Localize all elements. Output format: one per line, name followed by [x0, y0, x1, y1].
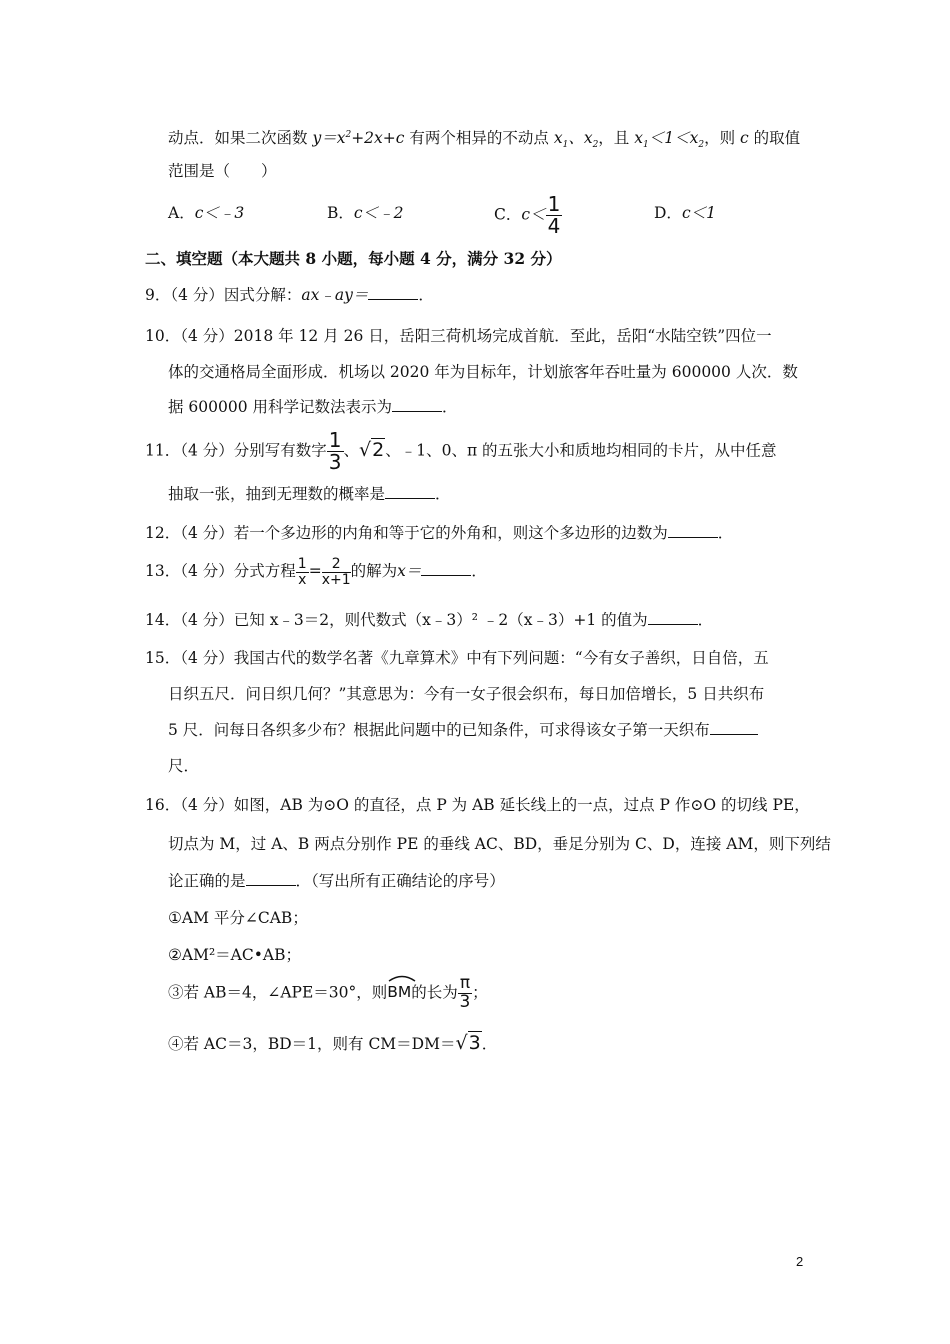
question-9: 9．（4 分）因式分解：ax﹣ay＝ ．	[145, 286, 434, 304]
fraction: $\frac{1}{4}$	[547, 192, 561, 238]
q8-option-a: A．c＜﹣3	[168, 204, 245, 222]
question-10-line1: 10．（4 分）2018 年 12 月 26 日，岳阳三荷机场完成首航．至此，岳阳“水陆空铁”四位一	[145, 327, 772, 345]
q8-line1: 动点．如果二次函数 $y=x^2+2x+c$ 有两个相异的不动点 $x_1$、$x_2$，且 $x_1<1<x_2$，则 c 的取值	[168, 129, 801, 151]
answer-blank	[648, 610, 698, 625]
q8-option-c: C．c＜ $\frac{1}{4}$	[494, 192, 561, 238]
question-10-line3: 据 600000 用科学记数法表示为 ．	[168, 398, 458, 416]
fraction: $\frac{1}{3}$	[328, 428, 342, 474]
square-root: √2	[359, 438, 385, 461]
question-16-line1: 16．（4 分）如图，AB 为⊙O 的直径，点 P 为 AB 延长线上的一点，过点 P 作⊙O 的切线 PE，	[145, 796, 810, 814]
arc-notation: BM	[387, 977, 411, 1003]
answer-blank	[710, 720, 758, 735]
answer-blank	[668, 523, 718, 538]
question-16-item2: ②AM²＝AC•AB；	[168, 946, 301, 964]
question-16-line2: 切点为 M，过 A、B 两点分别作 PE 的垂线 AC、BD，垂足分别为 C、D，连接 AM，则下列结	[168, 835, 831, 853]
section-heading: 二、填空题（本大题共 8 小题，每小题 4 分，满分 32 分）	[145, 249, 562, 268]
q8-option-b: B．c＜﹣2	[327, 204, 404, 222]
question-16-item3: ③若 AB＝4，∠APE＝30°，则 BM的长为 $\frac{\pi}{3}$ ；	[168, 973, 488, 1012]
page-number: 2	[796, 1254, 804, 1269]
q8-line2: 范围是（ ）	[168, 162, 277, 180]
question-12: 12．（4 分）若一个多边形的内角和等于它的外角和，则这个多边形的边数为 ．	[145, 524, 734, 542]
answer-blank	[392, 397, 442, 412]
question-16-item1: ①AM 平分∠CAB；	[168, 909, 308, 927]
question-10-line2: 体的交通格局全面形成．机场以 2020 年为目标年，计划旅客年吞吐量为 600000 人次．数	[168, 363, 798, 381]
question-15-line1: 15．（4 分）我国古代的数学名著《九章算术》中有下列问题：“今有女子善织，日自倍，五	[145, 649, 769, 667]
q8-option-d: D．c＜1	[654, 204, 716, 222]
answer-blank	[368, 285, 418, 300]
question-16-line3: 论正确的是 ．（写出所有正确结论的序号）	[168, 872, 505, 890]
question-15-line2: 日织五尺．问日织几何？”其意思为：今有一女子很会织布，每日加倍增长，5 日共织布	[168, 685, 765, 703]
question-11-line2: 抽取一张，抽到无理数的概率是 ．	[168, 485, 451, 503]
question-16-item4: ④若 AC＝3，BD＝1，则有 CM＝DM＝√3．	[168, 1032, 498, 1054]
square-root: √3	[455, 1032, 481, 1054]
answer-blank	[385, 484, 435, 499]
fraction: $\frac{\pi}{3}$	[459, 973, 471, 1012]
question-11-line1: 11．（4 分）分别写有数字 $\frac{1}{3}$ 、√2、﹣1、0、π 的五张大小和质地均相同的卡片，从中任意	[145, 428, 777, 474]
fraction: $\frac{2}{x+1}$	[321, 556, 351, 588]
question-15-line4: 尺．	[168, 757, 200, 775]
question-14: 14．（4 分）已知 x﹣3＝2，则代数式（x﹣3）² ﹣2（x﹣3）+1 的值为 ．	[145, 611, 714, 629]
question-15-line3: 5 尺．问每日各织多少布？根据此问题中的已知条件，可求得该女子第一天织布	[168, 719, 758, 741]
question-13: 13．（4 分）分式方程 $\frac{1}{x}$ = $\frac{2}{x+1}$ 的解为x＝ ．	[145, 556, 487, 588]
fraction: $\frac{1}{x}$	[297, 556, 307, 588]
answer-blank	[246, 871, 296, 886]
answer-blank	[421, 561, 471, 576]
